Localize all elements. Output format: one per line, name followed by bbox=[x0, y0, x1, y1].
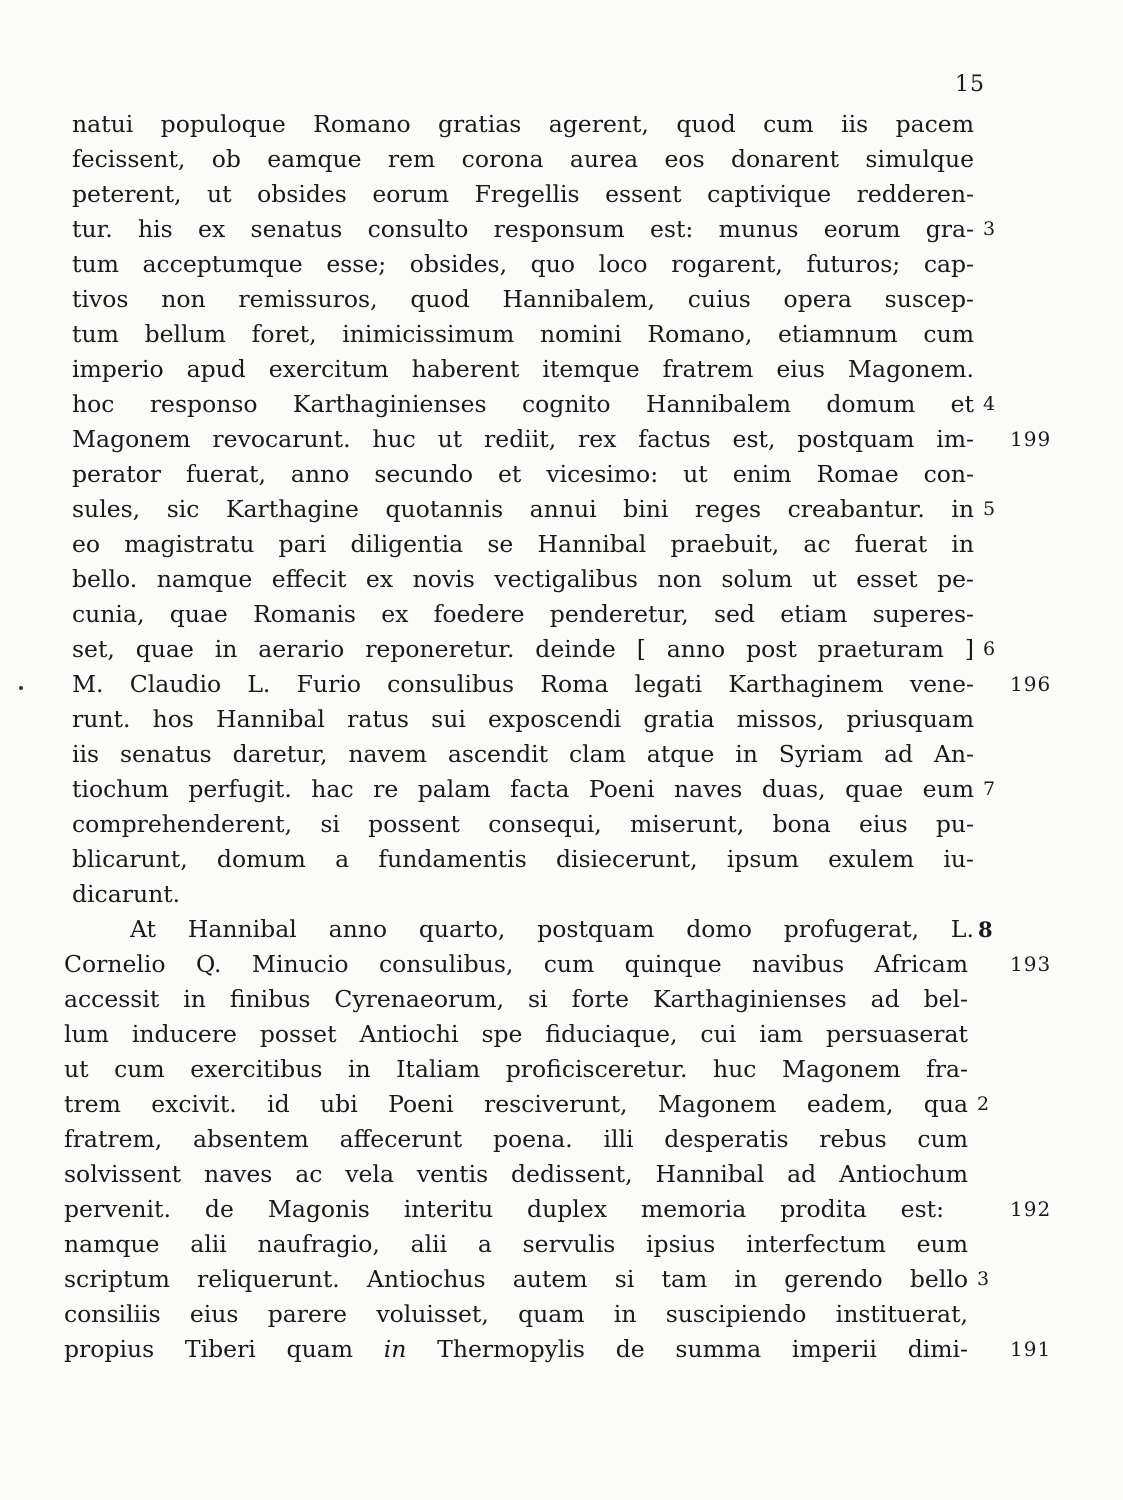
line-text: runt. hos Hannibal ratus sui exposcendi gratia missos, priusquam bbox=[72, 705, 974, 733]
line-text bbox=[64, 1332, 968, 1367]
margin-year: 191 bbox=[1010, 1337, 1052, 1361]
text-line bbox=[0, 1192, 1123, 1227]
line-text: solvissent naves ac vela ventis dedissent, Hannibal ad Antiochum bbox=[64, 1160, 968, 1188]
line-text: ut cum exercitibus in Italiam proficisceretur. huc Magonem fra- bbox=[64, 1055, 968, 1083]
line-text: iis senatus daretur, navem ascendit clam atque in Syriam ad An- bbox=[72, 740, 974, 768]
line-text: scriptum reliquerunt. Antiochus autem si tam in gerendo bello bbox=[64, 1265, 968, 1293]
line-text: tum acceptumque esse; obsides, quo loco rogarent, futuros; cap- bbox=[72, 250, 974, 278]
line-text: pervenit. de Magonis interitu duplex memoria prodita est: bbox=[64, 1195, 944, 1223]
line-text: blicarunt, domum a fundamentis disiecerunt, ipsum exulem iu- bbox=[72, 845, 974, 873]
line-text: eo magistratu pari diligentia se Hannibal praebuit, ac fuerat in bbox=[72, 530, 974, 558]
section-number: 8 bbox=[978, 917, 993, 942]
line-text-part: propius Tiberi quam bbox=[64, 1335, 384, 1363]
line-text: tum bellum foret, inimicissimum nomini Romano, etiamnum cum bbox=[72, 320, 974, 348]
line-text: comprehenderent, si possent consequi, miserunt, bona eius pu- bbox=[72, 810, 974, 838]
section-number: 6 bbox=[983, 638, 996, 660]
line-text: dicarunt. bbox=[72, 880, 181, 908]
line-text: fratrem, absentem affecerunt poena. illi desperatis rebus cum bbox=[64, 1125, 968, 1153]
text-line bbox=[0, 1052, 1123, 1087]
text-line bbox=[0, 142, 1123, 177]
text-line bbox=[0, 247, 1123, 282]
text-line bbox=[0, 212, 1123, 247]
section-number: 2 bbox=[977, 1093, 990, 1115]
line-text: fecissent, ob eamque rem corona aurea eos donarent simulque bbox=[72, 145, 974, 173]
margin-mark bbox=[19, 686, 23, 690]
line-text: set, quae in aerario reponeretur. deinde [ anno post praeturam ] bbox=[72, 635, 974, 663]
text-line bbox=[0, 107, 1123, 142]
text-line bbox=[0, 842, 1123, 877]
line-text: lum inducere posset Antiochi spe fiduciaque, cui iam persuaserat bbox=[64, 1020, 968, 1048]
text-line bbox=[0, 317, 1123, 352]
line-text: peterent, ut obsides eorum Fregellis essent captivique redderen- bbox=[72, 180, 974, 208]
text-line bbox=[0, 772, 1123, 807]
text-line bbox=[0, 1332, 1123, 1367]
line-text: tur. his ex senatus consulto responsum est: munus eorum gra- bbox=[72, 215, 974, 243]
section-number: 3 bbox=[977, 1268, 990, 1290]
text-line bbox=[0, 667, 1123, 702]
text-line bbox=[0, 527, 1123, 562]
line-text: natui populoque Romano gratias agerent, quod cum iis pacem bbox=[72, 110, 974, 138]
text-line bbox=[0, 562, 1123, 597]
line-text-part: Thermopylis de summa imperii dimi- bbox=[406, 1335, 968, 1363]
text-line bbox=[0, 422, 1123, 457]
text-line bbox=[0, 1017, 1123, 1052]
line-text: trem excivit. id ubi Poeni resciverunt, Magonem eadem, qua bbox=[64, 1090, 968, 1118]
line-text: tiochum perfugit. hac re palam facta Poeni naves duas, quae eum bbox=[72, 775, 974, 803]
margin-year: 193 bbox=[1010, 952, 1052, 976]
line-text: cunia, quae Romanis ex foedere penderetur, sed etiam superes- bbox=[72, 600, 974, 628]
section-number: 3 bbox=[983, 218, 996, 240]
text-line bbox=[0, 947, 1123, 982]
line-text: imperio apud exercitum haberent itemque fratrem eius Magonem. bbox=[72, 355, 974, 383]
text-line bbox=[0, 632, 1123, 667]
page-number: 15 bbox=[955, 72, 985, 97]
text-line bbox=[0, 982, 1123, 1017]
text-line bbox=[0, 1122, 1123, 1157]
section-number: 4 bbox=[983, 393, 996, 415]
line-text: M. Claudio L. Furio consulibus Roma legati Karthaginem vene- bbox=[72, 670, 974, 698]
text-line bbox=[0, 912, 1123, 947]
line-text: hoc responso Karthaginienses cognito Hannibalem domum et bbox=[72, 390, 974, 418]
text-line bbox=[0, 1227, 1123, 1262]
line-text: perator fuerat, anno secundo et vicesimo: ut enim Romae con- bbox=[72, 460, 974, 488]
italic-word: in bbox=[383, 1335, 407, 1363]
margin-year: 196 bbox=[1010, 672, 1052, 696]
text-line bbox=[0, 457, 1123, 492]
margin-year: 199 bbox=[1010, 427, 1052, 451]
line-text: tivos non remissuros, quod Hannibalem, cuius opera suscep- bbox=[72, 285, 974, 313]
text-line bbox=[0, 352, 1123, 387]
text-line bbox=[0, 492, 1123, 527]
margin-year: 192 bbox=[1010, 1197, 1052, 1221]
text-line bbox=[0, 807, 1123, 842]
line-text: sules, sic Karthagine quotannis annui bini reges creabantur. in bbox=[72, 495, 974, 523]
line-text: Magonem revocarunt. huc ut rediit, rex factus est, postquam im- bbox=[72, 425, 974, 453]
text-line bbox=[0, 597, 1123, 632]
text-line bbox=[0, 1157, 1123, 1192]
text-line bbox=[0, 877, 1123, 912]
section-number: 7 bbox=[983, 778, 996, 800]
text-line bbox=[0, 1087, 1123, 1122]
line-text: namque alii naufragio, alii a servulis ipsius interfectum eum bbox=[64, 1230, 968, 1258]
text-line bbox=[0, 1297, 1123, 1332]
line-text: At Hannibal anno quarto, postquam domo profugerat, L. bbox=[130, 915, 974, 943]
text-line bbox=[0, 1262, 1123, 1297]
line-text: Cornelio Q. Minucio consulibus, cum quinque navibus Africam bbox=[64, 950, 968, 978]
line-text: bello. namque effecit ex novis vectigalibus non solum ut esset pe- bbox=[72, 565, 974, 593]
text-line bbox=[0, 282, 1123, 317]
text-line bbox=[0, 702, 1123, 737]
text-line bbox=[0, 177, 1123, 212]
line-text: accessit in finibus Cyrenaeorum, si forte Karthaginienses ad bel- bbox=[64, 985, 968, 1013]
line-text: consiliis eius parere voluisset, quam in suscipiendo instituerat, bbox=[64, 1300, 968, 1328]
text-line bbox=[0, 387, 1123, 422]
text-line bbox=[0, 737, 1123, 772]
section-number: 5 bbox=[983, 498, 996, 520]
